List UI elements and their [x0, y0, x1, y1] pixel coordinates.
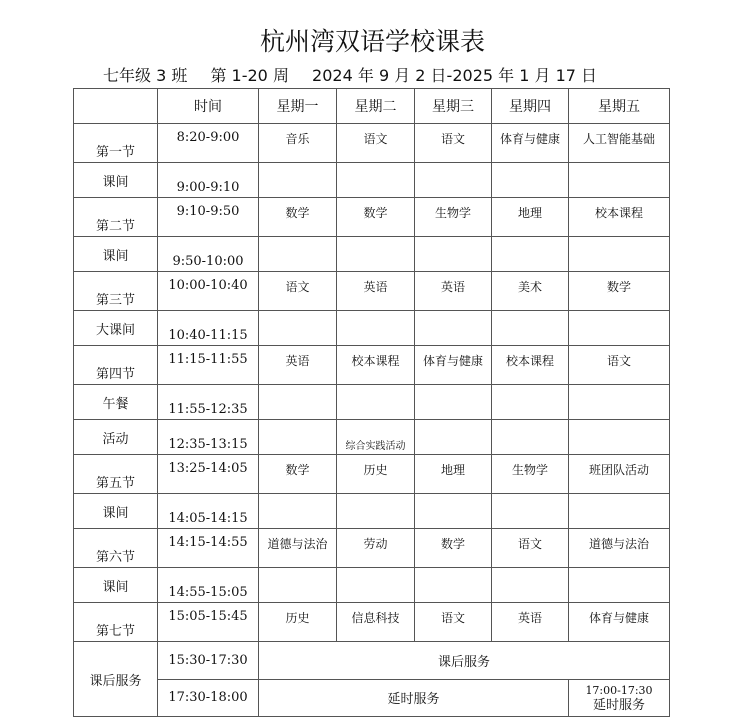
subject-cell: 英语 [337, 272, 415, 311]
header-monday: 星期一 [259, 89, 337, 124]
subject-cell: 地理 [415, 455, 492, 494]
table-row [74, 455, 670, 494]
time-cell: 13:25-14:05 [158, 455, 259, 494]
time-cell: 8:20-9:00 [158, 124, 259, 163]
period-label: 课间 [74, 163, 158, 198]
table-row [74, 237, 670, 272]
time-cell: 11:15-11:55 [158, 346, 259, 385]
after-school-service: 课后服务 [259, 642, 670, 680]
subject-cell: 体育与健康 [569, 603, 670, 642]
header-thursday: 星期四 [492, 89, 569, 124]
subject-cell [569, 237, 670, 272]
table-row [74, 568, 670, 603]
period-label: 课间 [74, 494, 158, 529]
weeks-label: 第 1-20 周 [210, 66, 289, 85]
subject-cell: 体育与健康 [415, 346, 492, 385]
period-label: 午餐 [74, 385, 158, 420]
time-cell: 9:50-10:00 [158, 237, 259, 272]
page-title: 杭州湾双语学校课表 [259, 27, 485, 56]
subject-cell [569, 568, 670, 603]
subject-cell [259, 163, 337, 198]
subject-cell: 语文 [259, 272, 337, 311]
time-cell: 9:10-9:50 [158, 198, 259, 237]
subject-cell: 校本课程 [569, 198, 670, 237]
subject-cell [337, 311, 415, 346]
header-row [74, 89, 670, 124]
subject-cell: 体育与健康 [492, 124, 569, 163]
time-cell: 15:05-15:45 [158, 603, 259, 642]
subject-cell [569, 163, 670, 198]
subject-cell: 美术 [492, 272, 569, 311]
period-label: 第二节 [74, 198, 158, 237]
subject-cell: 人工智能基础 [569, 124, 670, 163]
table-row [74, 272, 670, 311]
subject-cell [492, 420, 569, 455]
class-label: 七年级 3 班 [103, 66, 188, 85]
subject-cell: 道德与法治 [259, 529, 337, 568]
table-row [74, 311, 670, 346]
subject-cell [569, 311, 670, 346]
subject-cell: 语文 [415, 603, 492, 642]
table-row [74, 385, 670, 420]
subject-cell: 数学 [259, 455, 337, 494]
subject-cell: 道德与法治 [569, 529, 670, 568]
subject-cell [259, 568, 337, 603]
after-school-row [74, 642, 670, 680]
subject-cell: 数学 [259, 198, 337, 237]
subject-cell [415, 237, 492, 272]
subject-cell [569, 494, 670, 529]
subject-cell [415, 494, 492, 529]
table-row [74, 420, 670, 455]
time-cell: 14:15-14:55 [158, 529, 259, 568]
table-row [74, 529, 670, 568]
subject-cell [337, 163, 415, 198]
table-row [74, 198, 670, 237]
header-corner [74, 89, 158, 124]
timetable [73, 88, 670, 717]
subject-cell [415, 420, 492, 455]
subject-cell [337, 237, 415, 272]
period-label: 第七节 [74, 603, 158, 642]
subject-cell: 英语 [492, 603, 569, 642]
time-cell: 15:30-17:30 [158, 642, 259, 680]
subject-cell: 班团队活动 [569, 455, 670, 494]
subject-cell: 生物学 [415, 198, 492, 237]
subject-cell: 地理 [492, 198, 569, 237]
period-label: 第三节 [74, 272, 158, 311]
subject-cell [492, 237, 569, 272]
subject-cell: 数学 [415, 529, 492, 568]
subject-cell: 信息科技 [337, 603, 415, 642]
subject-cell: 英语 [259, 346, 337, 385]
table-row [74, 124, 670, 163]
subject-cell [492, 385, 569, 420]
subject-cell [415, 163, 492, 198]
table-row [74, 494, 670, 529]
subject-cell [569, 420, 670, 455]
subject-cell: 英语 [415, 272, 492, 311]
subject-cell: 生物学 [492, 455, 569, 494]
subject-cell: 音乐 [259, 124, 337, 163]
subject-cell [259, 385, 337, 420]
period-label: 课间 [74, 237, 158, 272]
subject-cell [415, 311, 492, 346]
subject-cell [259, 311, 337, 346]
schedule-subtitle [103, 63, 663, 86]
time-cell: 9:00-9:10 [158, 163, 259, 198]
subject-cell: 历史 [259, 603, 337, 642]
subject-cell: 劳动 [337, 529, 415, 568]
subject-cell [569, 385, 670, 420]
subject-cell: 历史 [337, 455, 415, 494]
time-cell: 12:35-13:15 [158, 420, 259, 455]
subject-cell [259, 494, 337, 529]
friday-extended-service [569, 679, 670, 717]
period-label: 活动 [74, 420, 158, 455]
subject-cell [492, 163, 569, 198]
subject-cell: 校本课程 [337, 346, 415, 385]
subject-cell [259, 237, 337, 272]
period-label: 课间 [74, 568, 158, 603]
subject-cell: 语文 [492, 529, 569, 568]
subject-cell: 校本课程 [492, 346, 569, 385]
table-row [74, 346, 670, 385]
subject-cell [337, 385, 415, 420]
after-school-label: 课后服务 [74, 642, 158, 717]
subject-cell: 数学 [569, 272, 670, 311]
subject-cell [259, 420, 337, 455]
header-friday: 星期五 [569, 89, 670, 124]
subject-cell: 语文 [337, 124, 415, 163]
subject-cell [492, 568, 569, 603]
header-time: 时间 [158, 89, 259, 124]
time-cell: 14:05-14:15 [158, 494, 259, 529]
period-label: 第六节 [74, 529, 158, 568]
subject-cell: 综合实践活动 [337, 420, 415, 455]
friday-extended-text: 延时服务 [592, 697, 645, 713]
time-cell: 11:55-12:35 [158, 385, 259, 420]
time-cell: 10:00-10:40 [158, 272, 259, 311]
subject-cell [415, 385, 492, 420]
period-label: 大课间 [74, 311, 158, 346]
friday-extended-time: 17:00-17:30 [585, 683, 653, 697]
subject-cell: 语文 [415, 124, 492, 163]
subject-cell [337, 494, 415, 529]
subject-cell [415, 568, 492, 603]
time-cell: 10:40-11:15 [158, 311, 259, 346]
table-row [74, 603, 670, 642]
period-label: 第四节 [74, 346, 158, 385]
time-cell: 17:30-18:00 [158, 679, 259, 717]
dates-label: 2024 年 9 月 2 日-2025 年 1 月 17 日 [312, 66, 598, 85]
header-wednesday: 星期三 [415, 89, 492, 124]
extended-service: 延时服务 [259, 679, 569, 717]
subject-cell [337, 568, 415, 603]
subject-cell: 语文 [569, 346, 670, 385]
time-cell: 14:55-15:05 [158, 568, 259, 603]
subject-cell [492, 494, 569, 529]
period-label: 第一节 [74, 124, 158, 163]
header-tuesday: 星期二 [337, 89, 415, 124]
extended-service-row [74, 679, 670, 717]
period-label: 第五节 [74, 455, 158, 494]
table-row [74, 163, 670, 198]
subject-cell: 数学 [337, 198, 415, 237]
subject-cell [492, 311, 569, 346]
